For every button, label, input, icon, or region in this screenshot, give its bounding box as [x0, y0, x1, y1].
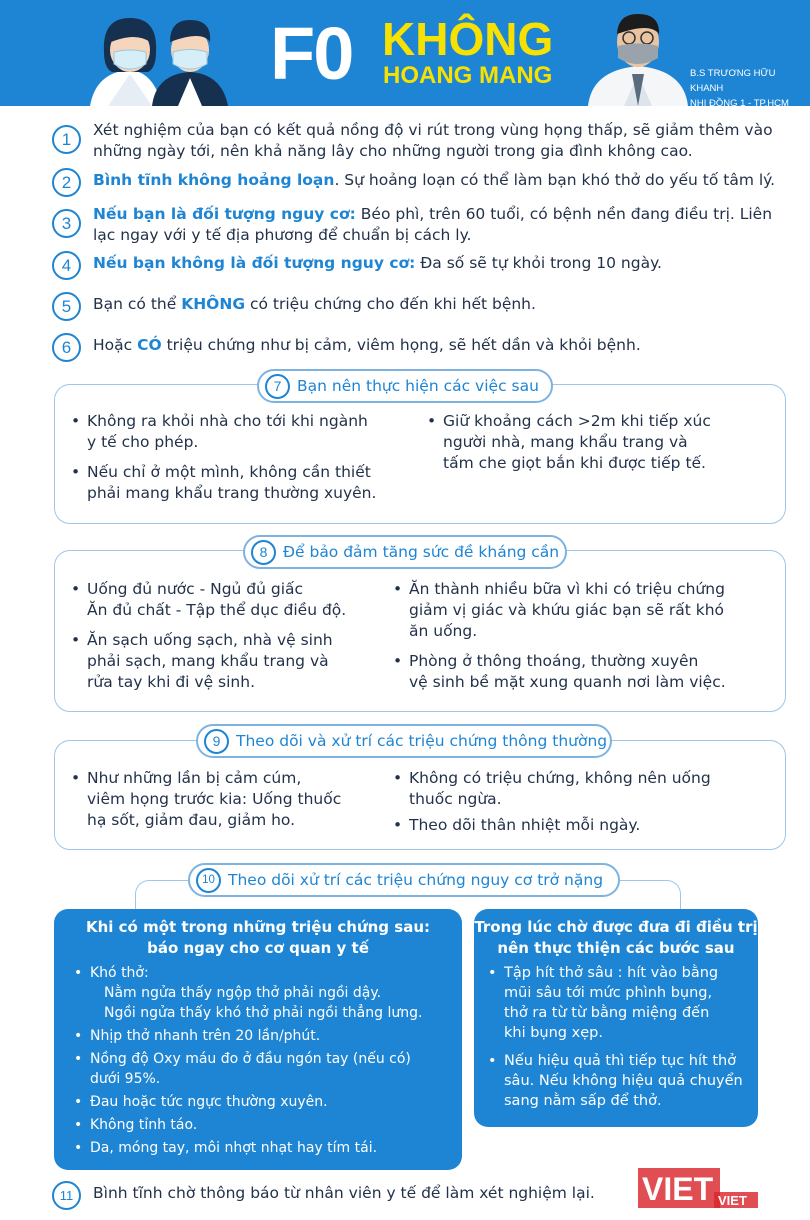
item-text: Nếu bạn là đối tượng nguy cơ: Béo phì, trên 60 tuổi, có bệnh nền đang điều trị. Liên lạc ngay với y tế địa phương để chuẩn bị cách ly. — [93, 205, 773, 244]
item-highlight: KHÔNG — [181, 295, 246, 313]
item-number: 3 — [52, 209, 81, 238]
waiting-steps-list — [488, 963, 750, 1114]
section-7-header — [257, 369, 553, 403]
section-8-left-column — [71, 579, 391, 702]
section-7-left-column — [71, 411, 401, 513]
list-item: • Nồng độ Oxy máu đo ở đầu ngón tay (nếu có) dưới 95%. — [74, 1049, 454, 1089]
list-item: • Ăn thành nhiều bữa vì khi có triệu chứng giảm vị giác và khứu giác bạn sẽ rất khó ăn uống. — [393, 579, 778, 642]
item-highlight: Bình tĩnh không hoảng loạn — [93, 171, 335, 189]
waiting-steps-box — [474, 909, 758, 1127]
list-item: • Ăn sạch uống sạch, nhà vệ sinh phải sạch, mang khẩu trang và rửa tay khi đi vệ sinh. — [71, 630, 391, 693]
vietnamnet-logo — [638, 1162, 760, 1218]
item-text: Hoặc CÓ triệu chứng như bị cảm, viêm họng, sẽ hết dần và khỏi bệnh. — [93, 336, 641, 354]
item-number: 1 — [52, 125, 81, 154]
list-item: • Không có triệu chứng, không nên uống thuốc ngừa. — [393, 768, 778, 810]
section-8-box — [54, 550, 786, 712]
section-8-header — [243, 535, 567, 569]
header-banner — [0, 0, 810, 109]
item-number: 4 — [52, 251, 81, 280]
item-highlight: Nếu bạn là đối tượng nguy cơ: — [93, 205, 356, 223]
author-credit — [690, 66, 808, 111]
urgent-symptoms-box — [54, 909, 462, 1170]
item-number: 2 — [52, 168, 81, 197]
list-item: • Như những lần bị cảm cúm, viêm họng trước kia: Uống thuốc hạ sốt, giảm đau, giảm ho. — [71, 768, 391, 831]
logo-icon — [638, 1162, 760, 1214]
section-9-right-column — [393, 768, 778, 845]
section-number: 8 — [251, 540, 276, 565]
section-10-header — [188, 863, 620, 897]
list-item: • Không tỉnh táo. — [74, 1115, 454, 1135]
doctor-portrait — [588, 8, 688, 106]
list-item: • Không ra khỏi nhà cho tới khi ngành y tế cho phép. — [71, 411, 401, 453]
section-title: Để bảo đảm tăng sức đề kháng cần — [283, 543, 560, 561]
item-number: 11 — [52, 1181, 81, 1210]
author-affiliation: NHI ĐỒNG 1 - TP.HCM — [690, 98, 789, 109]
item-text: Bình tĩnh chờ thông báo từ nhân viên y tế để làm xét nghiệm lại. — [93, 1184, 595, 1202]
section-number: 9 — [204, 729, 229, 754]
urgent-symptoms-list — [74, 963, 454, 1161]
author-name: B.S TRƯƠNG HỮU KHANH — [690, 68, 776, 94]
svg-text:VIET: VIET — [718, 1193, 747, 1208]
item-text: Bạn có thể KHÔNG có triệu chứng cho đến khi hết bệnh. — [93, 295, 536, 313]
section-9-header — [196, 724, 612, 758]
section-title: Theo dõi xử trí các triệu chứng nguy cơ trở nặng — [228, 871, 604, 889]
title-f0: F0 — [270, 12, 353, 95]
section-8-right-column — [393, 579, 778, 702]
svg-text:VIET: VIET — [642, 1171, 714, 1207]
urgent-symptoms-title: Khi có một trong những triệu chứng sau: báo ngay cho cơ quan y tế — [86, 918, 430, 957]
section-7-right-column — [427, 411, 777, 483]
list-item: • Giữ khoảng cách >2m khi tiếp xúc người nhà, mang khẩu trang và tấm che giọt bắn khi được tiếp tế. — [427, 411, 777, 474]
waiting-steps-title: Trong lúc chờ được đưa đi điều trị nên thực thiện các bước sau — [474, 918, 758, 957]
item-number: 6 — [52, 333, 81, 362]
item-highlight: CÓ — [137, 336, 162, 354]
item-text: Xét nghiệm của bạn có kết quả nồng độ vi rút trong vùng họng thấp, sẽ giảm thêm vào những ngày tới, nên khả năng lây cho những người trong gia đình không cao. — [93, 121, 773, 160]
title-khong: KHÔNG — [382, 13, 554, 65]
list-item: • Nếu chỉ ở một mình, không cần thiết phải mang khẩu trang thường xuyên. — [71, 462, 401, 504]
list-item: • Nếu hiệu quả thì tiếp tục hít thở sâu. Nếu không hiệu quả chuyển sang nằm sấp để thở. — [488, 1051, 750, 1111]
section-7-box — [54, 384, 786, 524]
list-item: • Theo dõi thân nhiệt mỗi ngày. — [393, 815, 778, 836]
list-item: • Nhịp thở nhanh trên 20 lần/phút. — [74, 1026, 454, 1046]
section-9-left-column — [71, 768, 391, 840]
title-hoang-mang: HOANG MANG — [383, 62, 553, 89]
item-highlight: Nếu bạn không là đối tượng nguy cơ: — [93, 254, 416, 272]
item-number: 5 — [52, 292, 81, 321]
item-text: Nếu bạn không là đối tượng nguy cơ: Đa số sẽ tự khỏi trong 10 ngày. — [93, 254, 662, 272]
section-number: 10 — [196, 868, 221, 893]
list-item: • Tập hít thở sâu : hít vào bằng mũi sâu tới mức phình bụng, thở ra từ từ bằng miệng đến khi bụng xẹp. — [488, 963, 750, 1043]
section-title: Bạn nên thực hiện các việc sau — [297, 377, 539, 395]
list-item: • Da, móng tay, môi nhợt nhạt hay tím tái. — [74, 1138, 454, 1158]
item-text: Bình tĩnh không hoảng loạn. Sự hoảng loạn có thể làm bạn khó thở do yếu tố tâm lý. — [93, 171, 776, 189]
list-item: • Phòng ở thông thoáng, thường xuyên vệ sinh bề mặt xung quanh nơi làm việc. — [393, 651, 778, 693]
section-number: 7 — [265, 374, 290, 399]
list-item: • Đau hoặc tức ngực thường xuyên. — [74, 1092, 454, 1112]
section-title: Theo dõi và xử trí các triệu chứng thông thường — [236, 732, 608, 750]
list-item: • Uống đủ nước - Ngủ đủ giấc Ăn đủ chất - Tập thể dục điều độ. — [71, 579, 391, 621]
list-item: • Khó thở: Nằm ngửa thấy ngộp thở phải ngồi dậy. Ngồi ngửa thấy khó thở phải ngồi thẳng lưng. — [74, 963, 454, 1023]
people-with-masks-illustration — [90, 12, 230, 106]
